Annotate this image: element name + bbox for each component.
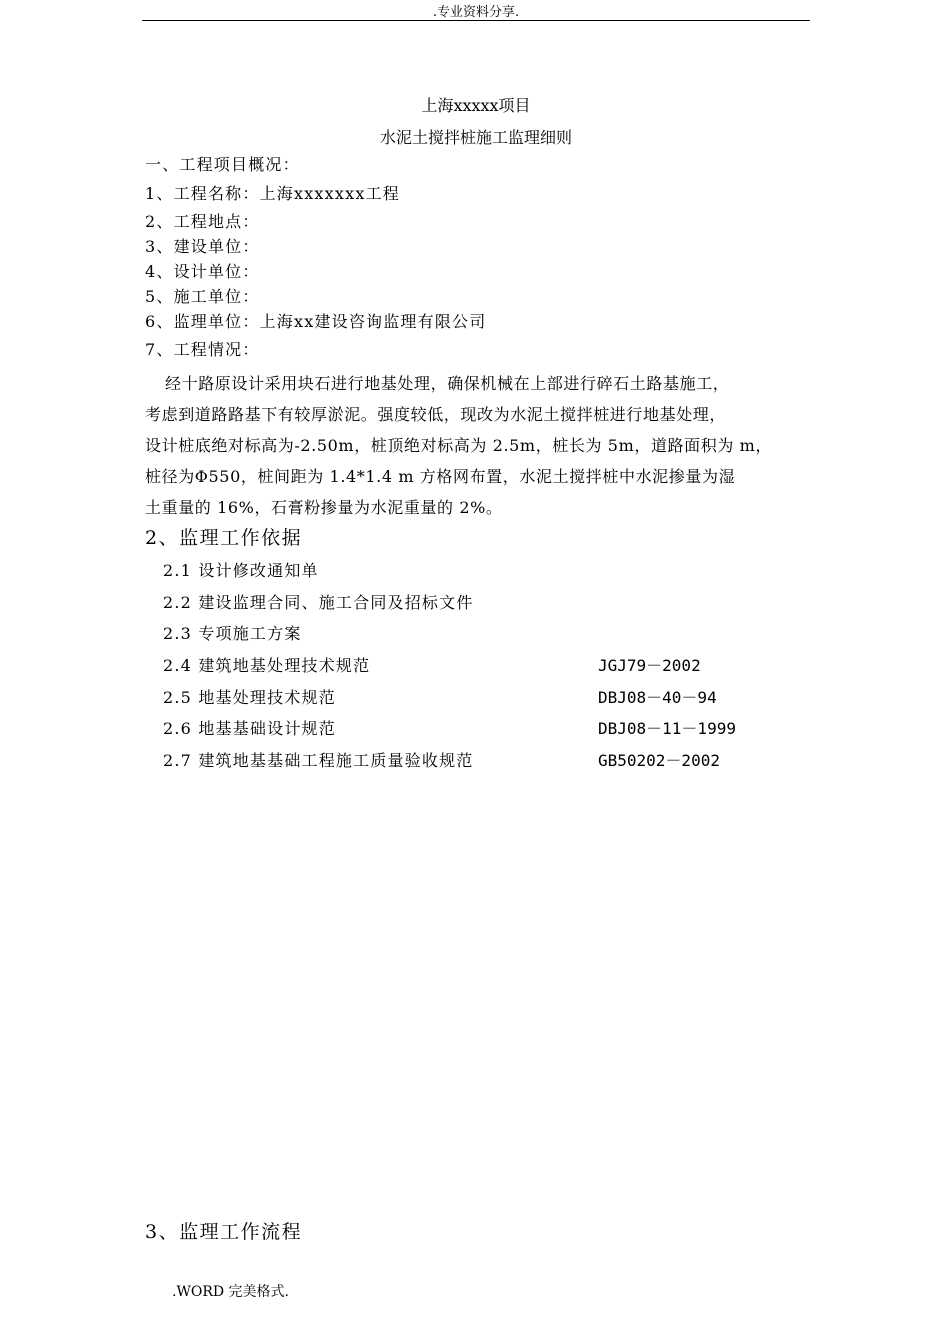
paragraph-line: 土重量的 16%，石膏粉掺量为水泥重量的 2%。 (145, 498, 503, 517)
paragraph-line: 经十路原设计采用块石进行地基处理，确保机械在上部进行碎石土路基施工， (165, 374, 730, 393)
reference-item: 2.6 地基基础设计规范 (163, 719, 336, 738)
supervision-unit-line: 6、监理单位：上海xx建设咨询监理有限公司 (145, 312, 487, 331)
reference-code: JGJ79－2002 (598, 656, 701, 675)
paragraph-line: 考虑到道路路基下有较厚淤泥。强度较低，现改为水泥土搅拌桩进行地基处理， (145, 405, 727, 424)
design-unit-line: 4、设计单位： (145, 262, 260, 281)
reference-item: 2.7 建筑地基基础工程施工质量验收规范 (163, 751, 474, 770)
section1-heading: 一、工程项目概况： (145, 155, 300, 174)
project-description-paragraph (145, 368, 813, 523)
paragraph-line: 设计桩底绝对标高为-2.50m，桩顶绝对标高为 2.5m，桩长为 5m，道路面积为 m， (145, 436, 773, 455)
section2-heading: 2、监理工作依据 (145, 527, 303, 549)
reference-item: 2.3 专项施工方案 (163, 624, 302, 643)
reference-code: DBJ08－11－1999 (598, 719, 736, 738)
page-header: .专业资料分享. (142, 6, 810, 21)
reference-item: 2.2 建设监理合同、施工合同及招标文件 (163, 593, 474, 612)
reference-code: DBJ08－40－94 (598, 688, 717, 707)
construction-unit-line: 3、建设单位： (145, 237, 260, 256)
reference-item: 2.4 建筑地基处理技术规范 (163, 656, 371, 675)
builder-unit-line: 5、施工单位： (145, 287, 260, 306)
reference-item: 2.5 地基处理技术规范 (163, 688, 336, 707)
reference-item: 2.1 设计修改通知单 (163, 561, 319, 580)
project-location-line: 2、工程地点： (145, 212, 260, 231)
project-situation-line: 7、工程情况： (145, 340, 260, 359)
document-title-main: 水泥土搅拌桩施工监理细则 (379, 128, 572, 147)
document-title-project: 上海xxxxx项目 (421, 96, 531, 115)
page-footer: .WORD 完美格式. (172, 1284, 289, 1300)
project-name-line: 1、工程名称：上海xxxxxxx工程 (145, 184, 400, 203)
section3-heading: 3、监理工作流程 (145, 1221, 303, 1243)
reference-code: GB50202－2002 (598, 751, 720, 770)
paragraph-line: 桩径为Φ550，桩间距为 1.4*1.4 m 方格网布置，水泥土搅拌桩中水泥掺量为湿 (145, 467, 736, 486)
